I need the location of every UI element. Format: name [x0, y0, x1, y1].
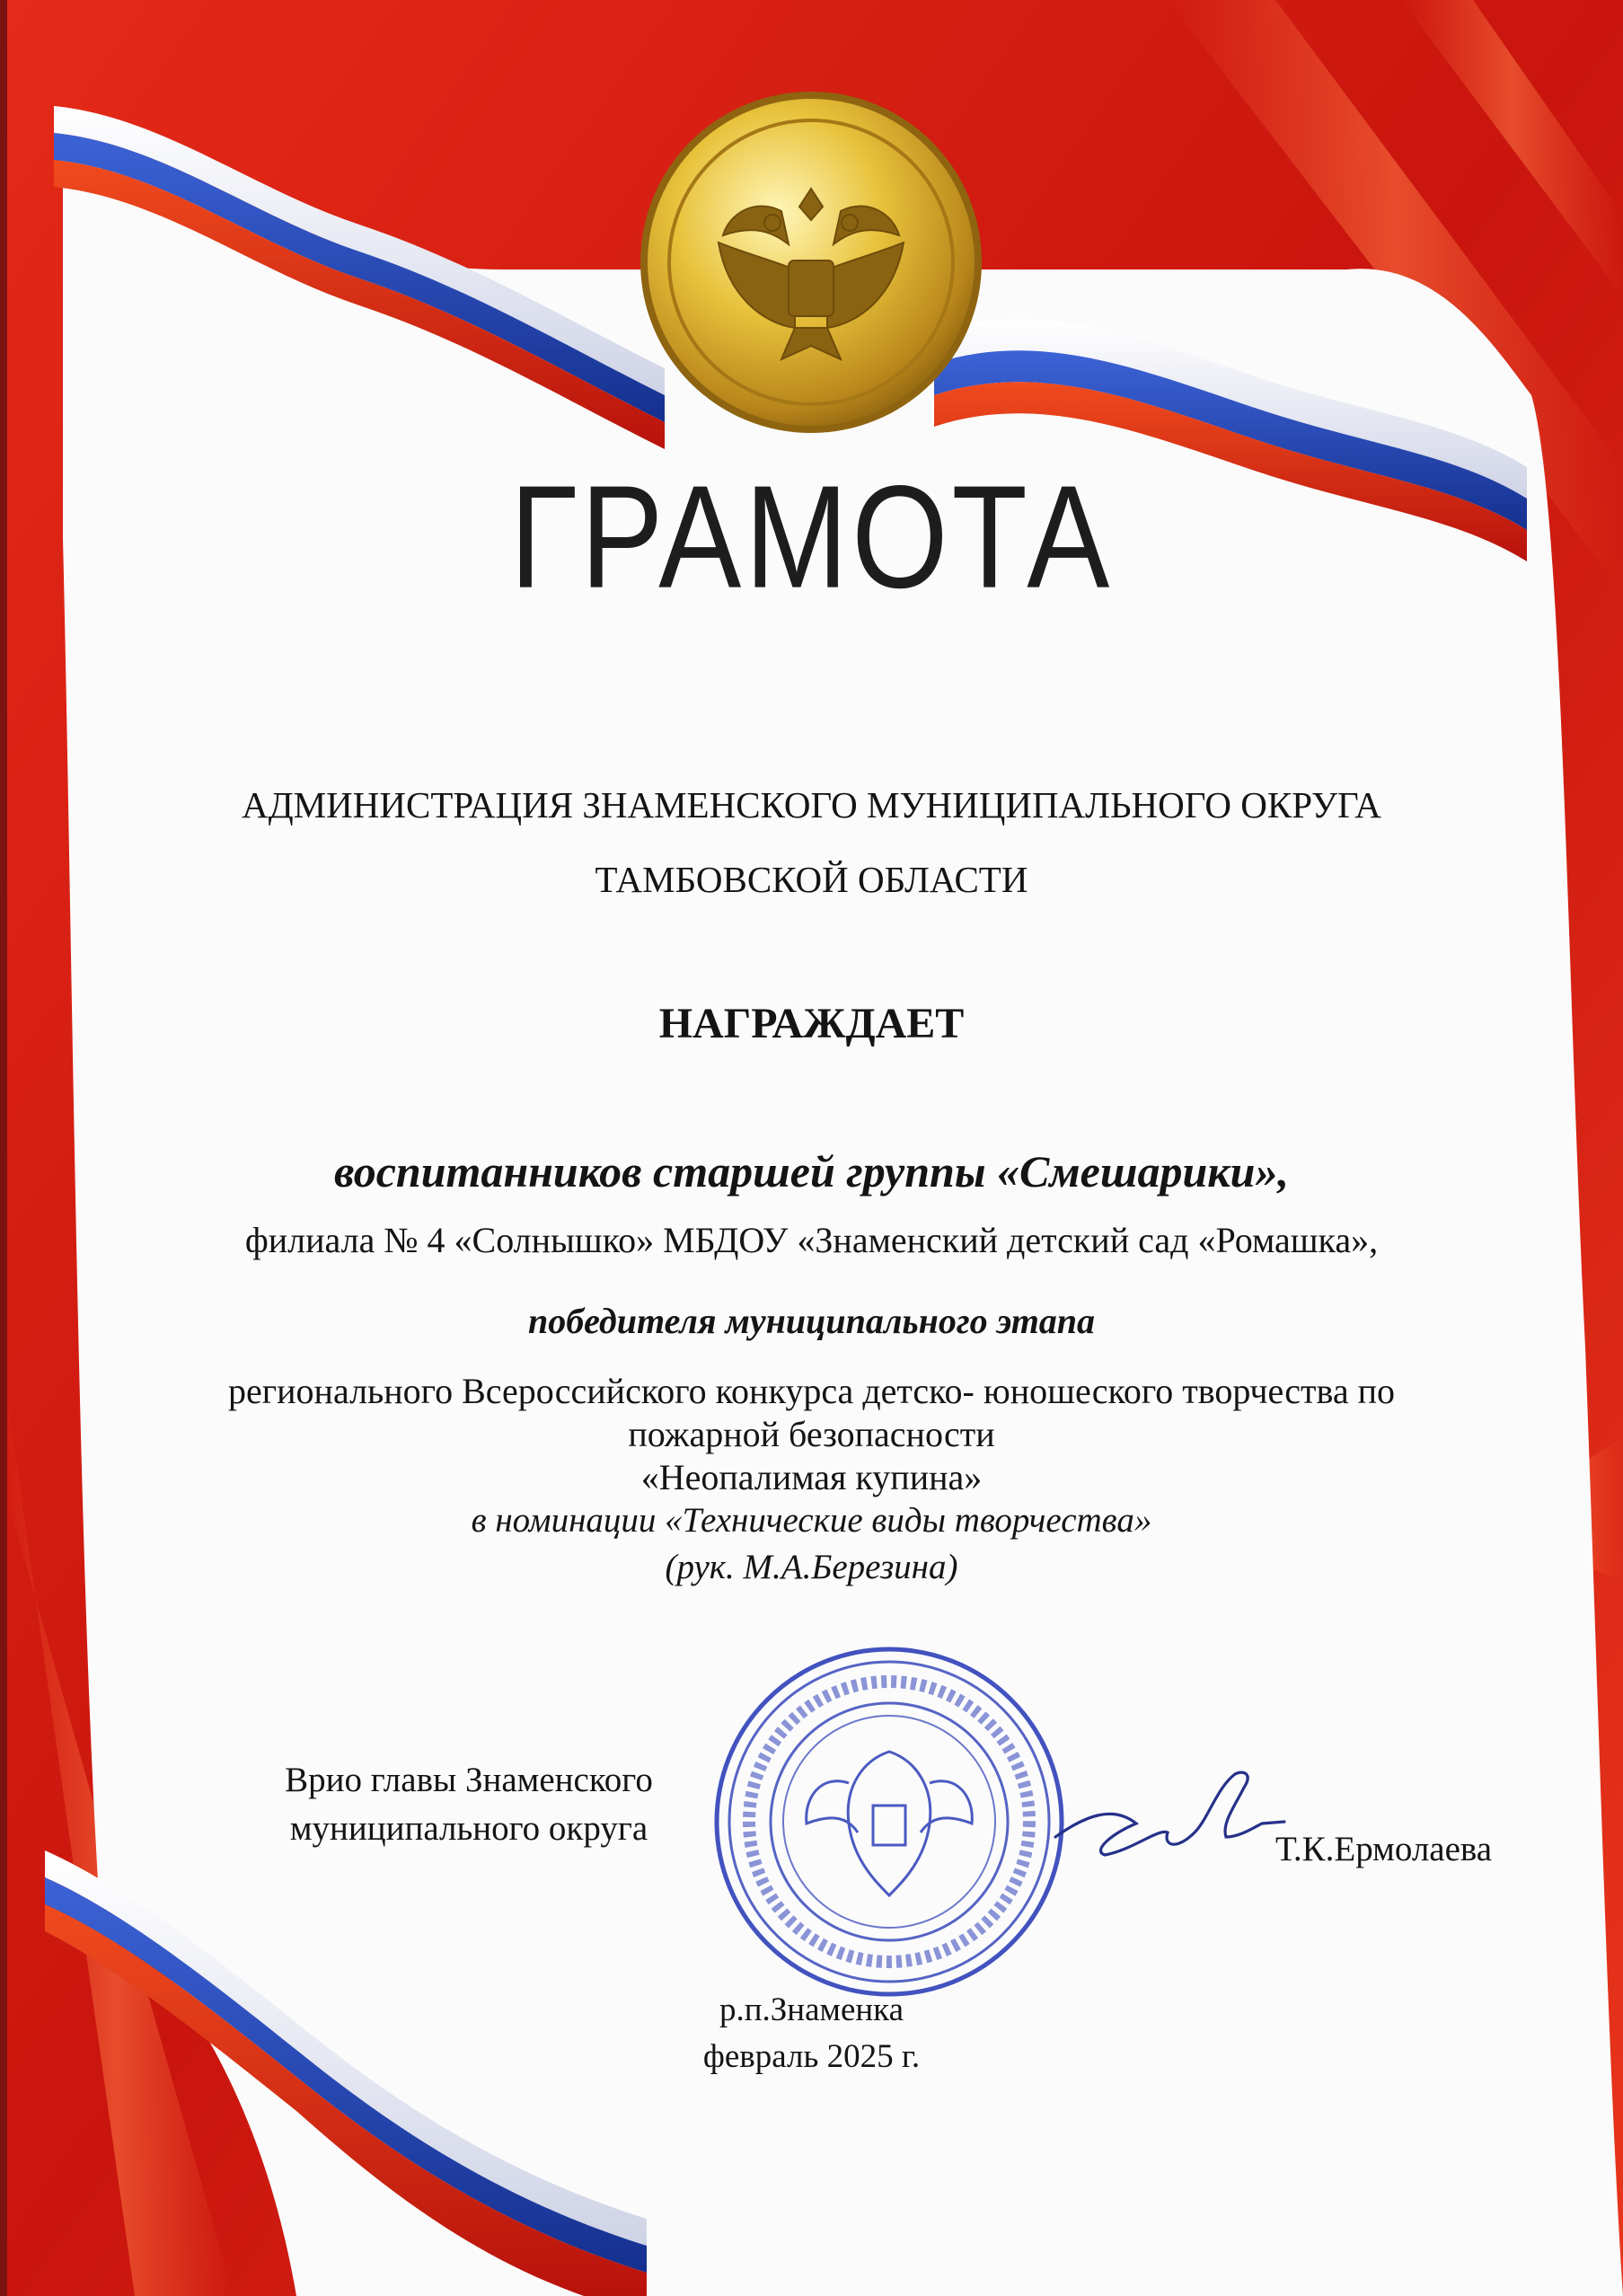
contest-name: «Неопалимая купина»: [640, 1457, 983, 1497]
winner-status: победителя муниципального этапа: [527, 1301, 1096, 1341]
issuer-line-2: ТАМБОВСКОЙ ОБЛАСТИ: [595, 859, 1028, 900]
signatory-position: [235, 1756, 702, 1853]
contest-line-2: пожарной безопасности: [628, 1414, 995, 1454]
issuer-line-1: АДМИНИСТРАЦИЯ ЗНАМЕНСКОГО МУНИЦИПАЛЬНОГО ОКРУГА: [242, 784, 1381, 826]
nomination: в номинации «Технические виды творчества»: [471, 1501, 1152, 1540]
affiliation: филиала № 4 «Солнышко» МБДОУ «Знаменский детский сад «Ромашка»,: [244, 1220, 1379, 1260]
certificate-title: ГРАМОТА: [509, 455, 1114, 620]
project-leader: (рук. М.А.Березина): [665, 1548, 958, 1586]
issue-date: февраль 2025 г.: [702, 2038, 921, 2075]
awards-heading: НАГРАЖДАЕТ: [658, 1000, 965, 1047]
recipient: воспитанников старшей группы «Смешарики»,: [334, 1146, 1289, 1197]
contest-line-1: регионального Всероссийского конкурса детско- юношеского творчества по: [227, 1371, 1395, 1411]
signatory-name: Т.К.Ермолаева: [1275, 1830, 1493, 1868]
signatory-position-line-1: Врио главы Знаменского: [285, 1761, 653, 1799]
signatory-position-line-2: муниципального округа: [289, 1809, 648, 1848]
gold-emblem-medallion: [640, 92, 982, 433]
issue-place: р.п.Знаменка: [719, 1991, 904, 2028]
